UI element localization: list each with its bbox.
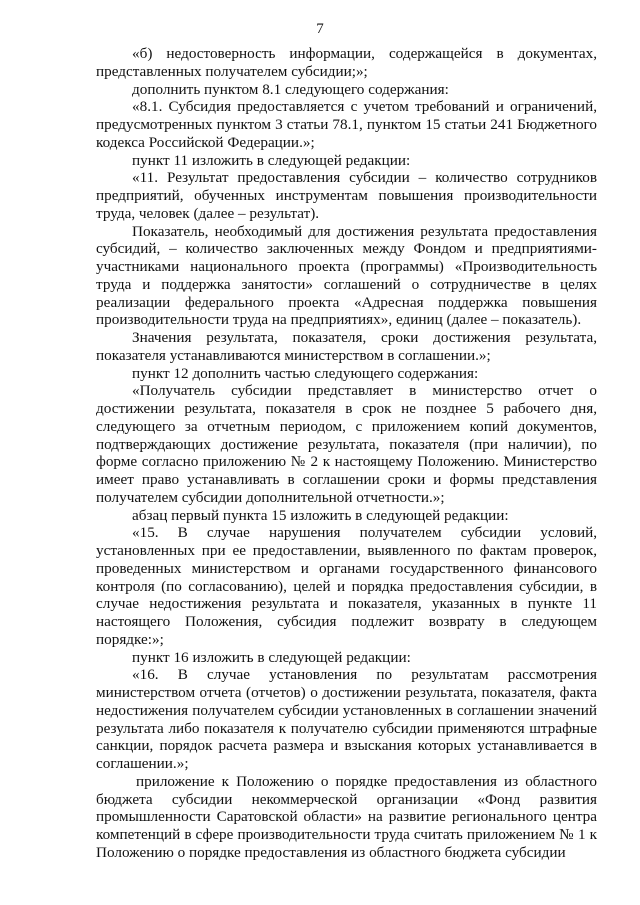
paragraph-12-item-16-intro: пункт 16 изложить в следующей редакции: bbox=[132, 648, 411, 666]
document-body bbox=[96, 45, 597, 862]
page-number: 7 bbox=[316, 21, 324, 37]
paragraph-13-item-16: «16. В случае установления по результатам рассмотрения министерством отчета (отчетов) о достижении результата, показателя, факта недостижения получателем субсидии установленных в соглашении значений результата либо показателя к получателю субсидии применяются штрафные санкции, порядок расчета размера и взыскания которых устанавливается в соглашении.»; bbox=[96, 666, 597, 772]
paragraph-14-appendix: приложение к Положению о порядке предоставления из областного бюджета субсидии некоммерческой организации «Фонд развития промышленности Саратовской области» на развитие регионального центра компетенций в сфере производительности труда считать приложением № 1 к Положению о порядке предоставления из областного бюджета субсидии bbox=[96, 772, 597, 861]
paragraph-3-item-8-1: «8.1. Субсидия предоставляется с учетом требований и ограничений, предусмотренных пунктом 3 статьи 78.1, пунктом 15 статьи 241 Бюджетного кодекса Российской Федерации.»; bbox=[96, 98, 597, 151]
paragraph-4-item-11-intro: пункт 11 изложить в следующей редакции: bbox=[132, 151, 411, 169]
paragraph-5-item-11-result: «11. Результат предоставления субсидии – количество сотрудников предприятий, обученных инструментам повышения производительности труда, человек (далее – результат). bbox=[96, 169, 597, 222]
paragraph-6-indicator: Показатель, необходимый для достижения результата предоставления субсидий, – количество заключенных между Фондом и предприятиями-участниками национального проекта (программы) «Производительность труда и поддержка занятости» соглашений о сотрудничестве в целях реализации федерального проекта «Адресная поддержка повышения производительности труда на предприятиях», единиц (далее – показатель). bbox=[96, 222, 597, 329]
paragraph-2-add-8-1: дополнить пунктом 8.1 следующего содержания: bbox=[132, 80, 449, 98]
paragraph-9-report: «Получатель субсидии представляет в министерство отчет о достижении результата, показателя в срок не позднее 5 рабочего дня, следующего за отчетным периодом, с приложением копий документов, подтверждающих достижение результата, показателя (при наличии), по форме согласно приложению № 2 к настоящему Положению. Министерство имеет право устанавливать в соглашении сроки и формы представления получателем субсидии дополнительной отчетности.»; bbox=[96, 382, 597, 506]
paragraph-11-item-15: «15. В случае нарушения получателем субсидии условий, установленных при ее предоставлении, выявленного по фактам проверок, проведенных министерством и органами государственного финансового контроля (по согласованию), целей и порядка предоставления субсидии, в случае недостижения результата и показателя, указанных в пункте 11 настоящего Положения, субсидия подлежит возврату в следующем порядке:»; bbox=[96, 524, 597, 648]
paragraph-8-item-12-intro: пункт 12 дополнить частью следующего содержания: bbox=[132, 364, 479, 382]
paragraph-1-clause-b: «б) недостоверность информации, содержащейся в документах, представленных получателем субсидии;»; bbox=[96, 45, 597, 80]
paragraph-7-values: Значения результата, показателя, сроки достижения результата, показателя устанавливаются министерством в соглашении.»; bbox=[96, 329, 597, 364]
paragraph-10-item-15-intro: абзац первый пункта 15 изложить в следующей редакции: bbox=[132, 506, 509, 524]
